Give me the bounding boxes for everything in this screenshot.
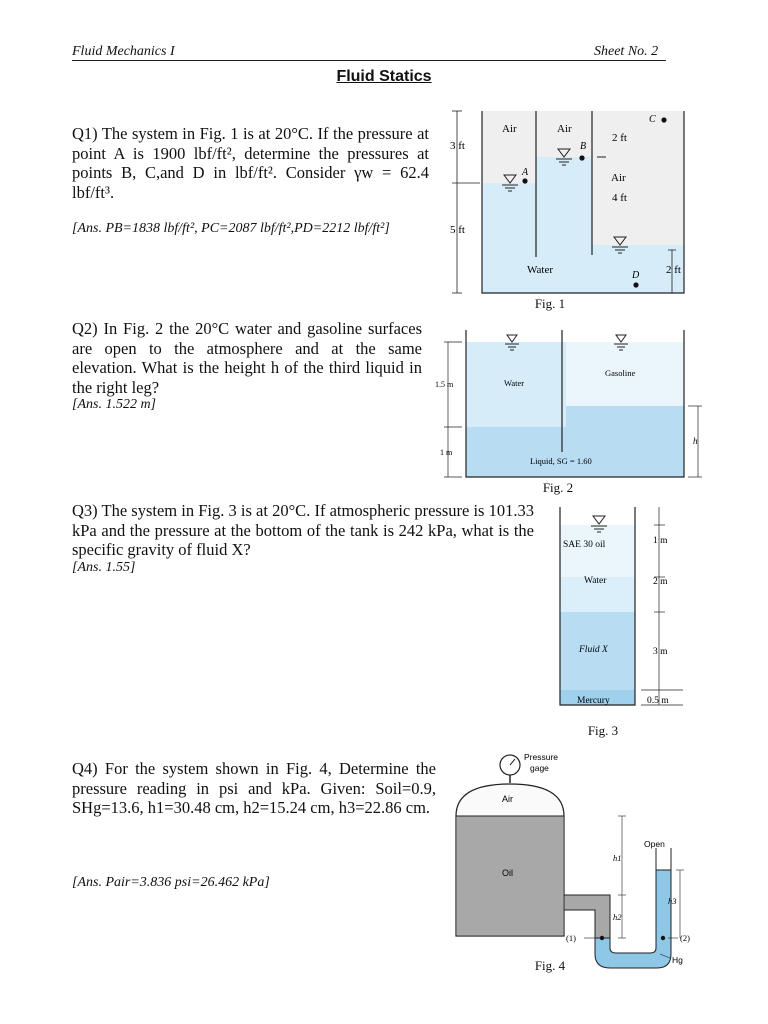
fig2-liquid-right — [566, 406, 684, 427]
fig3-oil — [560, 525, 635, 577]
fig4-point-2 — [661, 936, 665, 940]
fig1-label-a: A — [522, 167, 529, 178]
fig1-water: Water — [527, 264, 553, 276]
figure-4 — [440, 748, 710, 978]
fig3-caption: Fig. 3 — [587, 723, 619, 738]
fig3-2m: 2 m — [653, 577, 668, 587]
fig2-1-5m: 1.5 m — [435, 380, 454, 389]
fig1-label-b: B — [580, 141, 587, 152]
fig3-oil-label: SAE 30 oil — [563, 540, 606, 550]
fig1-point-d — [633, 282, 638, 287]
fig3-water-label: Water — [584, 576, 607, 586]
fig4-air-label: Air — [502, 794, 513, 804]
fig4-label-2: (2) — [680, 933, 690, 943]
fig4-oil-label: Oil — [502, 868, 513, 878]
question-4: Q4) For the system shown in Fig. 4, Determine the pressure reading in psi and kPa. Given: Soil=0.9, SHg=13.6, h1=30.48 cm, h2=15.24 cm, h3=22.86 cm. — [72, 759, 436, 817]
fig2-liquid-label: Liquid, SG = 1.60 — [530, 456, 592, 466]
fig4-h3: h3 — [668, 896, 677, 906]
fig4-hg-label: Hg — [672, 955, 683, 965]
fig2-caption: Fig. 2 — [542, 480, 574, 495]
fig2-liquid-bottom — [466, 427, 684, 477]
fig1-point-c — [661, 117, 666, 122]
fig1-label-c: C — [649, 114, 656, 125]
fig4-point-1 — [600, 936, 604, 940]
question-1: Q1) The system in Fig. 1 is at 20°C. If the pressure at point A is 1900 lbf/ft², determine the pressures at points B, C,and D in lbf/ft². Consider γw = 62.4 lbf/ft³. — [72, 124, 429, 202]
fig4-gage-label-2: gage — [530, 763, 549, 773]
fig4-label-1: (1) — [566, 933, 576, 943]
fig4-pipe — [564, 895, 610, 938]
fig2-h: h — [693, 436, 698, 446]
figure-3 — [555, 505, 685, 710]
fig4-caption: Fig. 4 — [534, 958, 566, 973]
fig1-2ft-right: 2 ft — [666, 264, 681, 276]
fig1-point-a — [522, 178, 527, 183]
fig1-4ft: 4 ft — [612, 192, 627, 204]
page-title: Fluid Statics — [336, 68, 432, 85]
fig1-2ft-top: 2 ft — [612, 132, 627, 144]
fig1-point-b — [579, 155, 584, 160]
fig3-fluidx-label: Fluid X — [579, 645, 608, 655]
question-2: Q2) In Fig. 2 the 20°C water and gasoline surfaces are open to the atmosphere and at the same elevation. What is the height h of the third liquid in the right leg? — [72, 319, 422, 397]
figure-2 — [432, 330, 712, 480]
answer-4: [Ans. Pair=3.836 psi=26.462 kPa] — [72, 875, 270, 890]
fig4-h1: h1 — [613, 853, 622, 863]
answer-2: [Ans. 1.522 m] — [72, 397, 157, 412]
header-rule — [72, 60, 666, 61]
answer-3: [Ans. 1.55] — [72, 560, 136, 575]
fig3-mercury-label: Mercury — [577, 696, 610, 706]
fig2-gasoline-label: Gasoline — [605, 368, 636, 378]
fig3-3m: 3 m — [653, 647, 668, 657]
fig2-1m: 1 m — [440, 448, 453, 457]
fig1-air2: Air — [557, 123, 572, 135]
fig3-1m: 1 m — [653, 536, 668, 546]
fig1-5ft: 5 ft — [450, 224, 465, 236]
fig2-water-label: Water — [504, 378, 525, 388]
fig1-label-d: D — [632, 270, 640, 281]
question-3: Q3) The system in Fig. 3 is at 20°C. If atmospheric pressure is 101.33 kPa and the pressure at the bottom of the tank is 242 kPa, what is the specific gravity of fluid X? — [72, 501, 534, 559]
fig1-caption: Fig. 1 — [534, 296, 566, 311]
header-sheet: Sheet No. 2 — [594, 44, 659, 59]
header-course: Fluid Mechanics I — [72, 44, 175, 59]
fig4-open-label: Open — [644, 839, 665, 849]
figure-1 — [440, 105, 700, 315]
fig4-gage-label-1: Pressure — [524, 752, 559, 762]
answer-1: [Ans. PB=1838 lbf/ft², PC=2087 lbf/ft²,PD=2212 lbf/ft²] — [72, 221, 390, 236]
fig1-air3: Air — [611, 172, 626, 184]
fig3-0-5m: 0.5 m — [647, 696, 669, 706]
fig4-h2: h2 — [613, 912, 622, 922]
fig1-air1: Air — [502, 123, 517, 135]
fig1-3ft: 3 ft — [450, 140, 465, 152]
